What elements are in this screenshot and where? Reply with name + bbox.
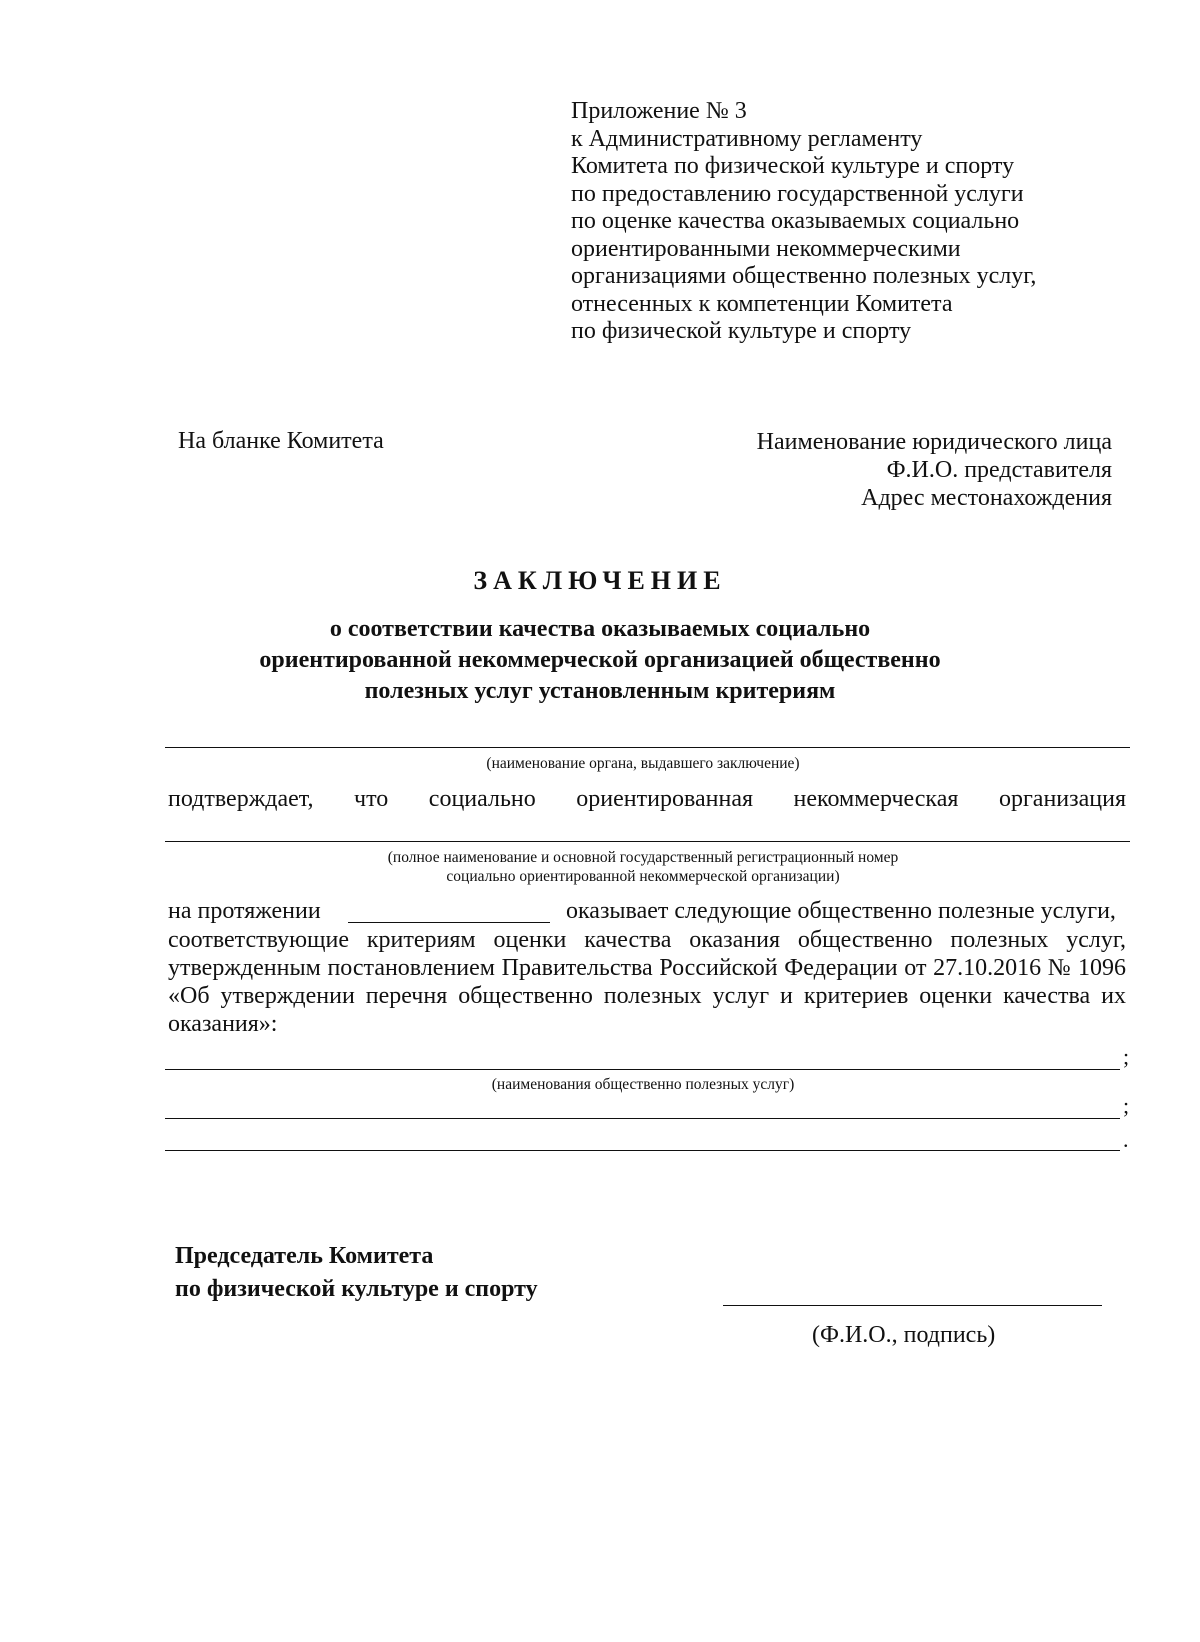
confirm-word: некоммерческая (793, 786, 959, 812)
recipient-line: Ф.И.О. представителя (886, 457, 1112, 483)
subtitle-line: ориентированной некоммерческой организацией общественно (259, 647, 941, 673)
issuing-body-field[interactable] (165, 747, 1130, 748)
service-field-3[interactable] (165, 1150, 1120, 1151)
appendix-line: к Административному регламенту (571, 125, 923, 152)
period-label: на протяжении (168, 898, 321, 924)
period-field[interactable] (348, 922, 550, 923)
services-hint: (наименования общественно полезных услуг) (491, 1076, 795, 1093)
confirmation-row (168, 786, 1126, 813)
criteria-paragraph: соответствующие критериям оценки качества оказания общественно полезных услуг, утвержденным постановлением Правительства Российской Федерации от 27.10.2016 № 1096 «Об утверждении перечня общественно полезных услуг и критериев оценки качества их оказания»: (168, 927, 1126, 1037)
confirm-word: ориентированная (576, 786, 754, 812)
service-punct: ; (1123, 1044, 1130, 1069)
signer-title-line: Председатель Комитета (175, 1243, 434, 1269)
issuing-body-hint: (наименование органа, выдавшего заключение) (486, 755, 800, 772)
confirm-word: что (354, 786, 389, 812)
appendix-line: по физической культуре и спорту (571, 318, 912, 344)
subtitle-line: о соответствии качества оказываемых социально (329, 616, 871, 642)
signature-field[interactable] (723, 1305, 1102, 1306)
confirm-word: социально (428, 786, 536, 812)
signer-title-line: по физической культуре и спорту (175, 1276, 538, 1302)
service-punct: ; (1123, 1093, 1130, 1118)
subtitle-line: полезных услуг установленным критериям (364, 678, 836, 704)
appendix-line: отнесенных к компетенции Комитета (571, 290, 953, 317)
appendix-line: по предоставлению государственной услуги (571, 180, 1024, 207)
organization-field[interactable] (165, 841, 1130, 842)
service-field-2[interactable] (165, 1118, 1120, 1119)
organization-hint-line: (полное наименование и основной государственный регистрационный номер (387, 849, 899, 866)
appendix-line: ориентированными некоммерческими (571, 235, 961, 262)
signature-caption: (Ф.И.О., подпись) (812, 1322, 996, 1348)
appendix-line: по оценке качества оказываемых социально (571, 208, 1020, 234)
appendix-header (571, 98, 1036, 346)
appendix-line: Приложение № 3 (571, 98, 747, 124)
document-subtitle (160, 614, 1040, 707)
organization-hint (160, 848, 1126, 886)
service-field-1[interactable] (165, 1069, 1120, 1070)
service-punct: . (1123, 1127, 1129, 1152)
recipient-block (757, 428, 1112, 512)
confirm-word: подтверждает, (168, 786, 314, 812)
signer-title (175, 1240, 538, 1306)
letterhead-note: На бланке Комитета (178, 428, 384, 454)
appendix-line: организациями общественно полезных услуг, (571, 263, 1037, 289)
organization-hint-line: социально ориентированной некоммерческой организации) (446, 868, 840, 885)
confirm-word: организация (998, 786, 1126, 812)
recipient-line: Наименование юридического лица (756, 429, 1112, 455)
recipient-line: Адрес местонахождения (861, 485, 1112, 511)
appendix-line: Комитета по физической культуре и спорту (571, 153, 1015, 179)
services-intro: оказывает следующие общественно полезные услуги, (566, 898, 1116, 924)
document-title: ЗАКЛЮЧЕНИЕ (473, 566, 727, 595)
